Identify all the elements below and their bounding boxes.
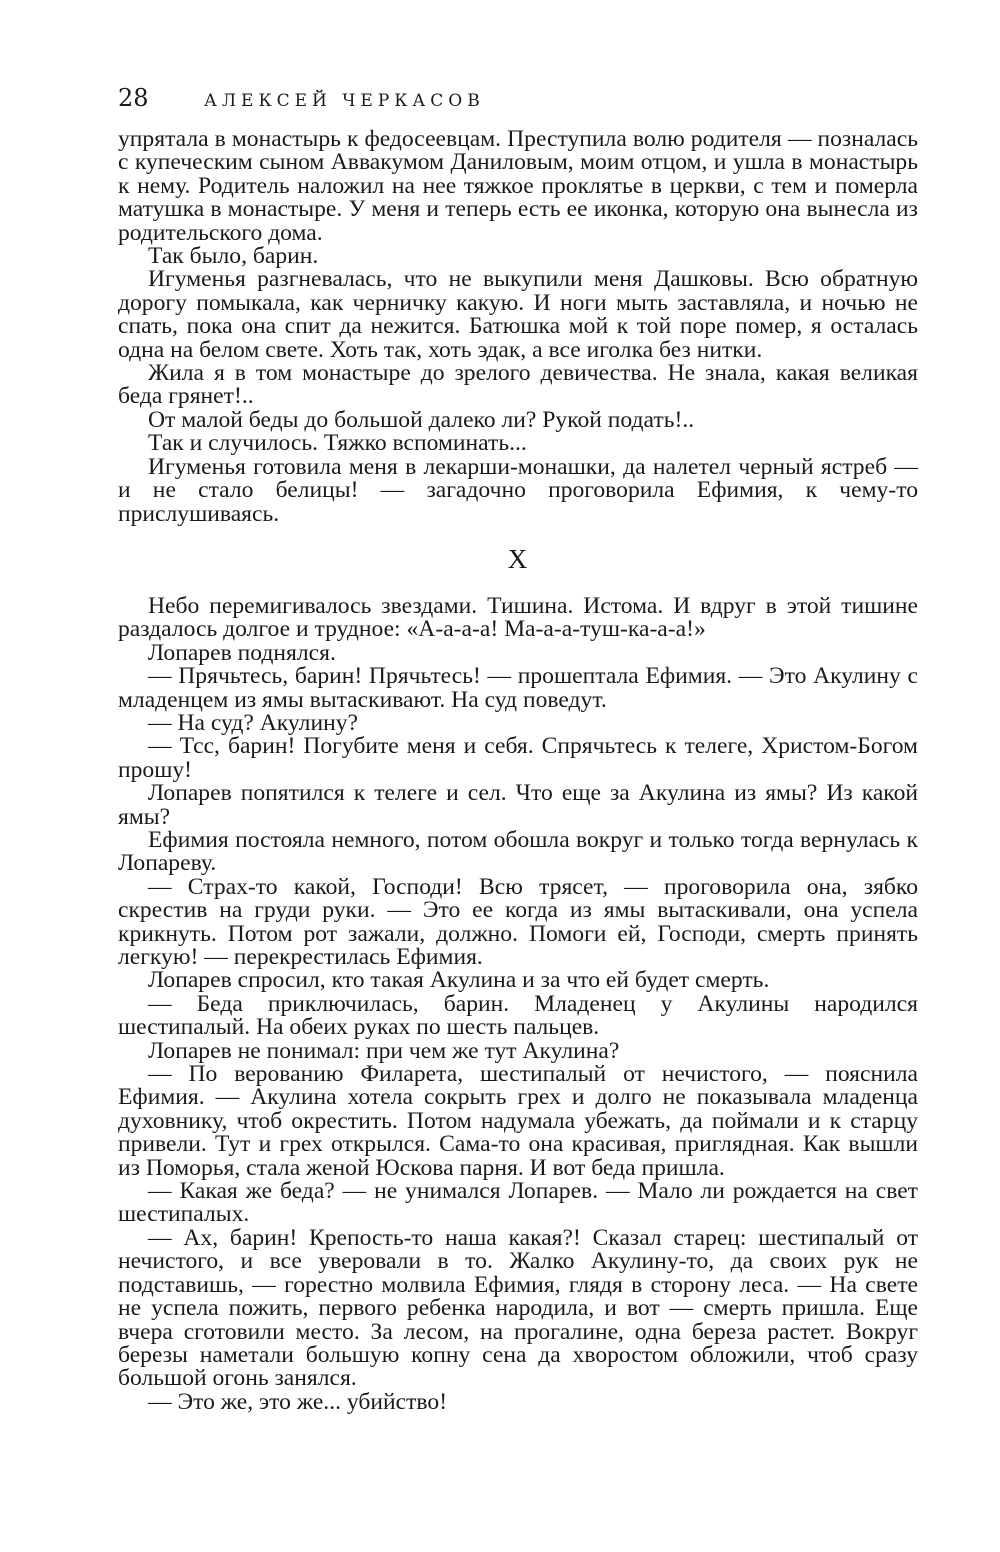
paragraph: Так и случилось. Тяжко вспоминать... <box>148 430 527 457</box>
paragraph: Лопарев не понимал: при чем же тут Акулина? <box>148 1037 620 1064</box>
paragraph: — Страх-то какой, Господи! Всю трясет, — проговорила она, зябко скрестив на груди руки. — Это ее когда из ямы вытаскивали, она успела крикнуть. Потом рот зажали, должно. Помоги ей, Господи, смерть принять легкую! — перекрестилась Ефимия. <box>118 873 918 970</box>
paragraph: Игуменья разгневалась, что не выкупили меня Дашковы. Всю обратную дорогу помыкала, как черничку какую. И ноги мыть заставляла, и ночью не спать, пока она спит да нежится. Батюшка мой к той поре помер, я осталась одна на белом свете. Хоть так, хоть эдак, а все иголка без нитки. <box>118 266 918 363</box>
paragraph: — На суд? Акулину? <box>148 709 358 736</box>
paragraph: упрятала в монастырь к федосеевцам. Преступила волю родителя — позналась с купеческим сыном Аввакумом Даниловым, моим отцом, и ушла в монастырь к нему. Родитель наложил на нее тяжкое проклятье в церкви, с тем и померла матушка в монастыре. У меня и теперь есть ее иконка, которую она вынесла из родительского дома. <box>118 126 918 246</box>
body-text <box>118 128 918 1414</box>
running-header <box>118 84 918 120</box>
paragraph: Жила я в том монастыре до зрелого девичества. Не знала, какая великая беда грянет!.. <box>118 360 918 410</box>
chapter-heading: X <box>507 543 529 574</box>
paragraph: Небо перемигивалось звездами. Тишина. Истома. И вдруг в этой тишине раздалось долгое и трудное: «А-а-а-а! Ма-а-а-туш-ка-а-а!» <box>118 592 918 643</box>
paragraph: Игуменья готовила меня в лекарши-монашки, да налетел черный ястреб — и не стало белицы! — загадочно проговорила Ефимия, к чему-то прислушиваясь. <box>118 453 918 527</box>
paragraph: Лопарев попятился к телеге и сел. Что еще за Акулина из ямы? Из какой ямы? <box>118 780 918 830</box>
text-after-chapter <box>118 592 918 1415</box>
paragraph: — Это же, это же... убийство! <box>148 1388 448 1415</box>
paragraph: Лопарев спросил, кто такая Акулина и за что ей будет смерть. <box>148 967 770 994</box>
page-number: 28 <box>118 84 149 112</box>
paragraph: — По верованию Филарета, шестипалый от нечистого, — пояснила Ефимия. — Акулина хотела сокрыть грех и долго не показывала младенца духовнику, чтоб окрестить. Потом надумала убежать, да поймали и к старцу привели. Тут и грех открылся. Сама-то она красивая, приглядная. Как вышли из Поморья, стала женой Юскова парня. И вот беда пришла. <box>118 1061 918 1181</box>
paragraph: Лопарев поднялся. <box>148 639 336 666</box>
running-title: АЛЕКСЕЙ ЧЕРКАСОВ <box>204 91 485 111</box>
paragraph: От малой беды до большой далеко ли? Рукой подать!.. <box>148 406 695 433</box>
text-before-chapter <box>118 128 918 526</box>
paragraph: — Какая же беда? — не унимался Лопарев. — Мало ли рождается на свет шестипалых. <box>118 1178 918 1228</box>
paragraph: — Ах, барин! Крепость-то наша какая?! Сказал старец: шестипалый от нечистого, и все уверовали в то. Жалко Акулину-то, да своих рук не подставишь, — горестно молвила Ефимия, глядя в сторону леса. — На свете не успела пожить, первого ребенка народила, и вот — смерть пришла. Еще вчера сготовили место. За лесом, на прогалине, одна береза растет. Вокруг березы наметали большую копну сена да хворостом обложили, чтоб сразу большой огонь занялся. <box>118 1224 918 1392</box>
paragraph: — Беда приключилась, барин. Младенец у Акулины народился шестипалый. На обеих руках по шесть пальцев. <box>118 990 918 1041</box>
paragraph: Ефимия постояла немного, потом обошла вокруг и только тогда вернулась к Лопареву. <box>118 826 918 877</box>
paragraph: Так было, барин. <box>148 243 319 270</box>
paragraph: — Прячьтесь, барин! Прячьтесь! — прошептала Ефимия. — Это Акулину с младенцем из ямы вытаскивают. На суд поведут. <box>118 663 918 713</box>
paragraph: — Тсс, барин! Погубите меня и себя. Спрячьтесь к телеге, Христом-Богом прошу! <box>118 733 918 783</box>
